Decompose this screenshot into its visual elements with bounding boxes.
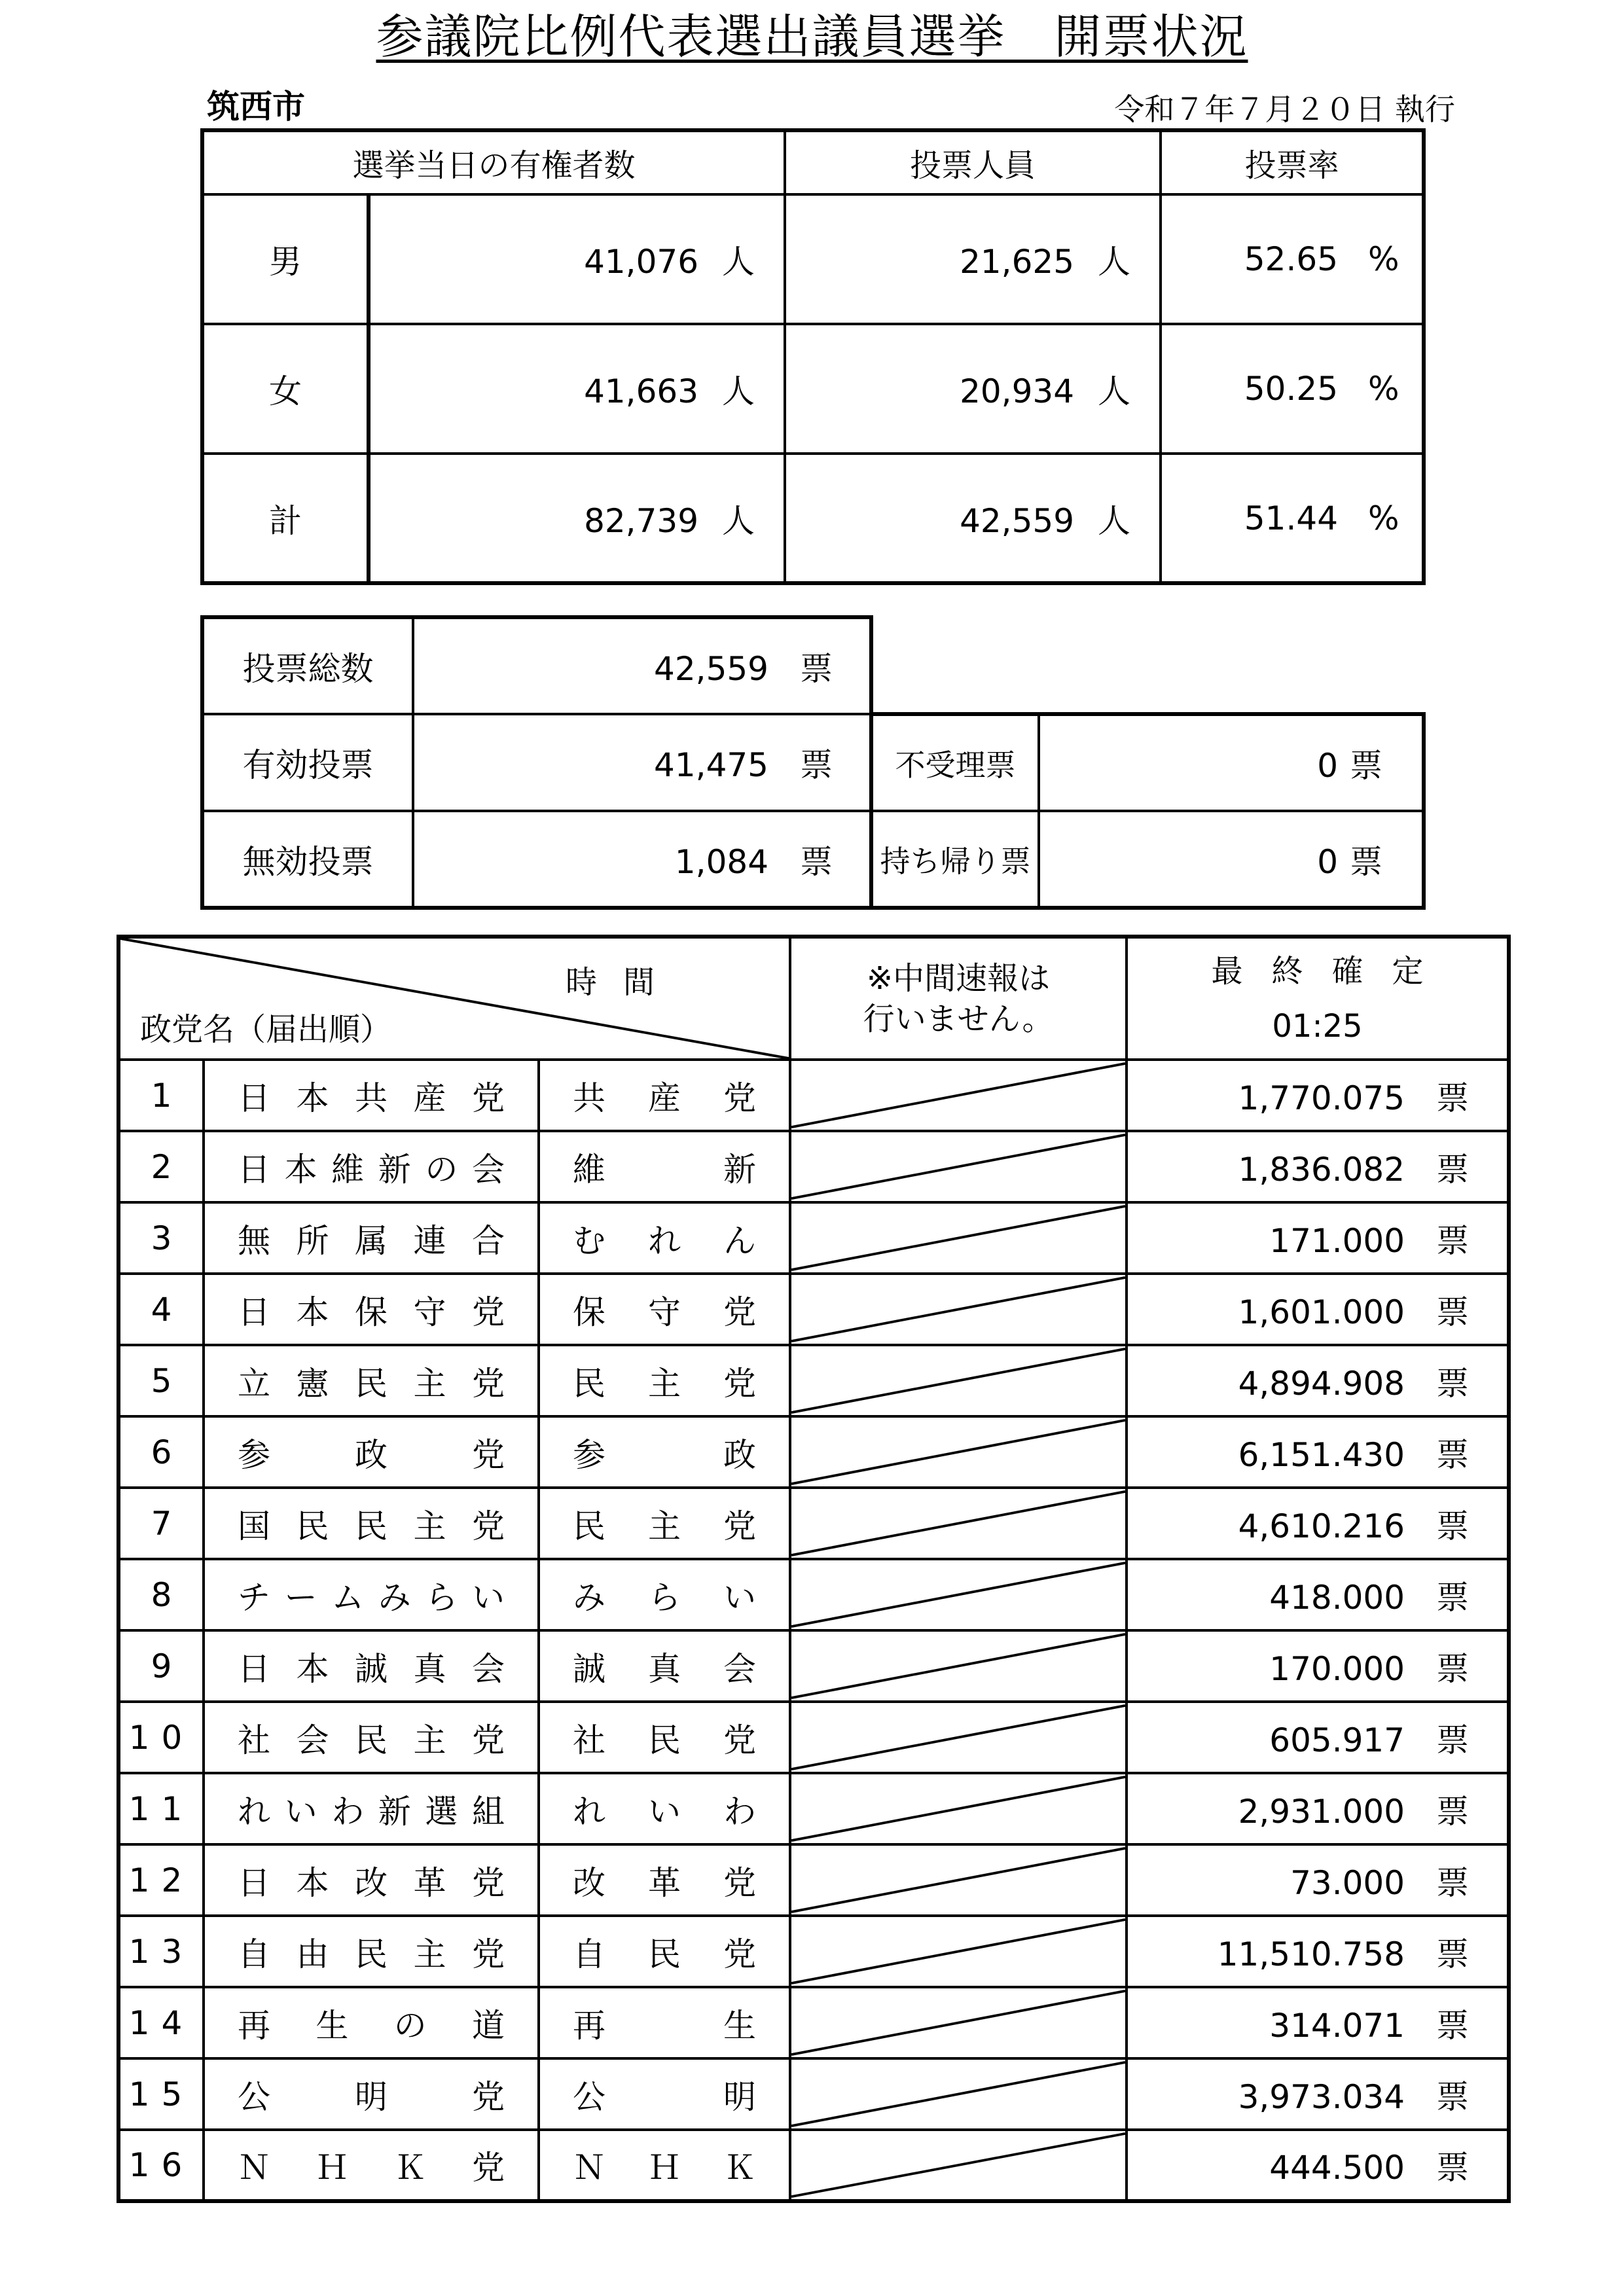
turnout-header-row xyxy=(202,130,1424,194)
party-row xyxy=(118,2058,1509,2130)
party-number: 12 xyxy=(118,1844,204,1916)
party-name: 参 政 党 xyxy=(204,1416,539,1488)
slash-line xyxy=(791,2060,1125,2128)
voters-value: 21,625 人 xyxy=(785,194,1161,324)
row-label: 計 xyxy=(202,454,369,583)
party-row xyxy=(118,1916,1509,1987)
party-row xyxy=(118,1559,1509,1630)
invalid-ballots-label: 無効投票 xyxy=(202,811,413,908)
party-number: 2 xyxy=(118,1131,204,1202)
party-number: 4 xyxy=(118,1274,204,1345)
party-short-name: み ら い xyxy=(539,1559,790,1630)
party-name: 無 所 属 連 合 xyxy=(204,1202,539,1274)
voters-value: 20,934 人 xyxy=(785,324,1161,454)
interim-slash-cell xyxy=(790,1202,1127,1274)
final-votes: 4,610.216 票 xyxy=(1127,1488,1509,1559)
interim-slash-cell xyxy=(790,1274,1127,1345)
slash-line xyxy=(791,1703,1125,1772)
valid-ballots-value: 41,475 票 xyxy=(413,714,871,811)
party-name: 自 由 民 主 党 xyxy=(204,1916,539,1987)
party-short-name: 民 主 党 xyxy=(539,1345,790,1416)
party-row xyxy=(118,1345,1509,1416)
final-votes: 314.071 票 xyxy=(1127,1987,1509,2058)
party-number: 7 xyxy=(118,1488,204,1559)
party-number: 10 xyxy=(118,1702,204,1773)
electorate-value: 41,663 人 xyxy=(369,324,785,454)
ballots-row xyxy=(202,714,1424,811)
final-votes: 73.000 票 xyxy=(1127,1844,1509,1916)
voters-value: 42,559 人 xyxy=(785,454,1161,583)
party-short-name: れ い わ xyxy=(539,1773,790,1844)
slash-line xyxy=(791,1346,1125,1415)
final-votes: 605.917 票 xyxy=(1127,1702,1509,1773)
header-party: 政党名（届出順） xyxy=(140,1011,392,1048)
party-number: 1 xyxy=(118,1060,204,1131)
party-short-name: む れ ん xyxy=(539,1202,790,1274)
slash-line xyxy=(791,1204,1125,1272)
ballots-table xyxy=(200,615,1426,910)
party-number: 6 xyxy=(118,1416,204,1488)
interim-slash-cell xyxy=(790,1844,1127,1916)
final-votes: 2,931.000 票 xyxy=(1127,1773,1509,1844)
total-ballots-value: 42,559 票 xyxy=(413,617,871,714)
party-name: 日 本 共 産 党 xyxy=(204,1060,539,1131)
party-name: チ ー ム み ら い xyxy=(204,1559,539,1630)
party-row xyxy=(118,1844,1509,1916)
party-number: 11 xyxy=(118,1773,204,1844)
turnout-row xyxy=(202,324,1424,454)
final-votes: 171.000 票 xyxy=(1127,1202,1509,1274)
unaccepted-label: 不受理票 xyxy=(871,714,1039,811)
slash-line xyxy=(791,1418,1125,1486)
party-number: 15 xyxy=(118,2058,204,2130)
takeaway-value: 0 票 xyxy=(1039,811,1424,908)
party-name: 日 本 誠 真 会 xyxy=(204,1630,539,1702)
party-number: 9 xyxy=(118,1630,204,1702)
party-short-name: 改 革 党 xyxy=(539,1844,790,1916)
interim-slash-cell xyxy=(790,1345,1127,1416)
party-name: 日 本 保 守 党 xyxy=(204,1274,539,1345)
party-name: 社 会 民 主 党 xyxy=(204,1702,539,1773)
takeaway-label: 持ち帰り票 xyxy=(871,811,1039,908)
party-number: 13 xyxy=(118,1916,204,1987)
header-electorate: 選挙当日の有権者数 xyxy=(202,130,785,194)
party-number: 14 xyxy=(118,1987,204,2058)
electorate-value: 41,076 人 xyxy=(369,194,785,324)
interim-slash-cell xyxy=(790,1488,1127,1559)
interim-slash-cell xyxy=(790,1559,1127,1630)
party-short-name: 自 民 党 xyxy=(539,1916,790,1987)
results-table xyxy=(117,935,1511,2203)
party-name: 日 本 維 新 の 会 xyxy=(204,1131,539,1202)
party-short-name: Ｎ Ｈ Ｋ xyxy=(539,2130,790,2201)
header-voters: 投票人員 xyxy=(785,130,1161,194)
party-row xyxy=(118,1630,1509,1702)
party-row xyxy=(118,1060,1509,1131)
slash-line xyxy=(791,1132,1125,1201)
party-row xyxy=(118,1416,1509,1488)
final-votes: 6,151.430 票 xyxy=(1127,1416,1509,1488)
turnout-table xyxy=(200,128,1426,585)
interim-note: ※中間速報は 行いません。 xyxy=(790,937,1127,1060)
party-short-name: 保 守 党 xyxy=(539,1274,790,1345)
party-row xyxy=(118,2130,1509,2201)
party-number: 5 xyxy=(118,1345,204,1416)
valid-ballots-label: 有効投票 xyxy=(202,714,413,811)
interim-slash-cell xyxy=(790,1702,1127,1773)
party-name: 再 生 の 道 xyxy=(204,1987,539,2058)
final-header: 最終確定 01:25 xyxy=(1127,937,1509,1060)
final-votes: 4,894.908 票 xyxy=(1127,1345,1509,1416)
slash-line xyxy=(791,1275,1125,1344)
party-name: 国 民 民 主 党 xyxy=(204,1488,539,1559)
party-short-name: 参 政 xyxy=(539,1416,790,1488)
party-row xyxy=(118,1488,1509,1559)
rate-value: 52.65 % xyxy=(1161,194,1424,324)
slash-line xyxy=(791,1917,1125,1986)
unaccepted-value: 0 票 xyxy=(1039,714,1424,811)
final-votes: 170.000 票 xyxy=(1127,1630,1509,1702)
interim-slash-cell xyxy=(790,2130,1127,2201)
interim-slash-cell xyxy=(790,2058,1127,2130)
turnout-row xyxy=(202,194,1424,324)
slash-line xyxy=(791,1489,1125,1558)
party-short-name: 誠 真 会 xyxy=(539,1630,790,1702)
header-diagonal-cell xyxy=(118,937,790,1060)
slash-line xyxy=(791,1061,1125,1130)
final-votes: 1,770.075 票 xyxy=(1127,1060,1509,1131)
party-name: 公 明 党 xyxy=(204,2058,539,2130)
party-number: 16 xyxy=(118,2130,204,2201)
interim-slash-cell xyxy=(790,1987,1127,2058)
election-date: 令和７年７月２０日 執行 xyxy=(1114,92,1455,127)
interim-slash-cell xyxy=(790,1416,1127,1488)
header-time: 時間 xyxy=(566,964,681,1001)
party-short-name: 公 明 xyxy=(539,2058,790,2130)
party-row xyxy=(118,1773,1509,1844)
party-name: れ い わ 新 選 組 xyxy=(204,1773,539,1844)
interim-slash-cell xyxy=(790,1060,1127,1131)
final-votes: 1,836.082 票 xyxy=(1127,1131,1509,1202)
party-row xyxy=(118,1987,1509,2058)
interim-slash-cell xyxy=(790,1773,1127,1844)
interim-slash-cell xyxy=(790,1916,1127,1987)
slash-line xyxy=(791,1988,1125,2057)
party-number: 3 xyxy=(118,1202,204,1274)
slash-line xyxy=(791,1632,1125,1700)
total-ballots-label: 投票総数 xyxy=(202,617,413,714)
party-name: Ｎ Ｈ Ｋ 党 xyxy=(204,2130,539,2201)
party-short-name: 再 生 xyxy=(539,1987,790,2058)
ballots-row xyxy=(202,617,1424,714)
party-short-name: 維 新 xyxy=(539,1131,790,1202)
party-name: 日 本 改 革 党 xyxy=(204,1844,539,1916)
rate-value: 50.25 % xyxy=(1161,324,1424,454)
slash-line xyxy=(791,1560,1125,1629)
party-row xyxy=(118,1702,1509,1773)
slash-line xyxy=(791,1774,1125,1843)
rate-value: 51.44 % xyxy=(1161,454,1424,583)
results-header-row xyxy=(118,937,1509,1060)
page-title: 参議院比例代表選出議員選挙 開票状況 xyxy=(376,9,1248,64)
party-short-name: 社 民 党 xyxy=(539,1702,790,1773)
header-rate: 投票率 xyxy=(1161,130,1424,194)
party-row xyxy=(118,1202,1509,1274)
row-label: 男 xyxy=(202,194,369,324)
party-short-name: 民 主 党 xyxy=(539,1488,790,1559)
party-row xyxy=(118,1274,1509,1345)
final-votes: 11,510.758 票 xyxy=(1127,1916,1509,1987)
interim-slash-cell xyxy=(790,1131,1127,1202)
invalid-ballots-value: 1,084 票 xyxy=(413,811,871,908)
city-name: 筑西市 xyxy=(207,88,305,126)
party-name: 立 憲 民 主 党 xyxy=(204,1345,539,1416)
ballots-row xyxy=(202,811,1424,908)
electorate-value: 82,739 人 xyxy=(369,454,785,583)
final-votes: 418.000 票 xyxy=(1127,1559,1509,1630)
final-votes: 1,601.000 票 xyxy=(1127,1274,1509,1345)
final-votes: 444.500 票 xyxy=(1127,2130,1509,2201)
party-row xyxy=(118,1131,1509,1202)
turnout-row xyxy=(202,454,1424,583)
final-votes: 3,973.034 票 xyxy=(1127,2058,1509,2130)
slash-line xyxy=(791,1846,1125,1914)
party-short-name: 共 産 党 xyxy=(539,1060,790,1131)
interim-slash-cell xyxy=(790,1630,1127,1702)
party-number: 8 xyxy=(118,1559,204,1630)
row-label: 女 xyxy=(202,324,369,454)
slash-line xyxy=(791,2131,1125,2199)
